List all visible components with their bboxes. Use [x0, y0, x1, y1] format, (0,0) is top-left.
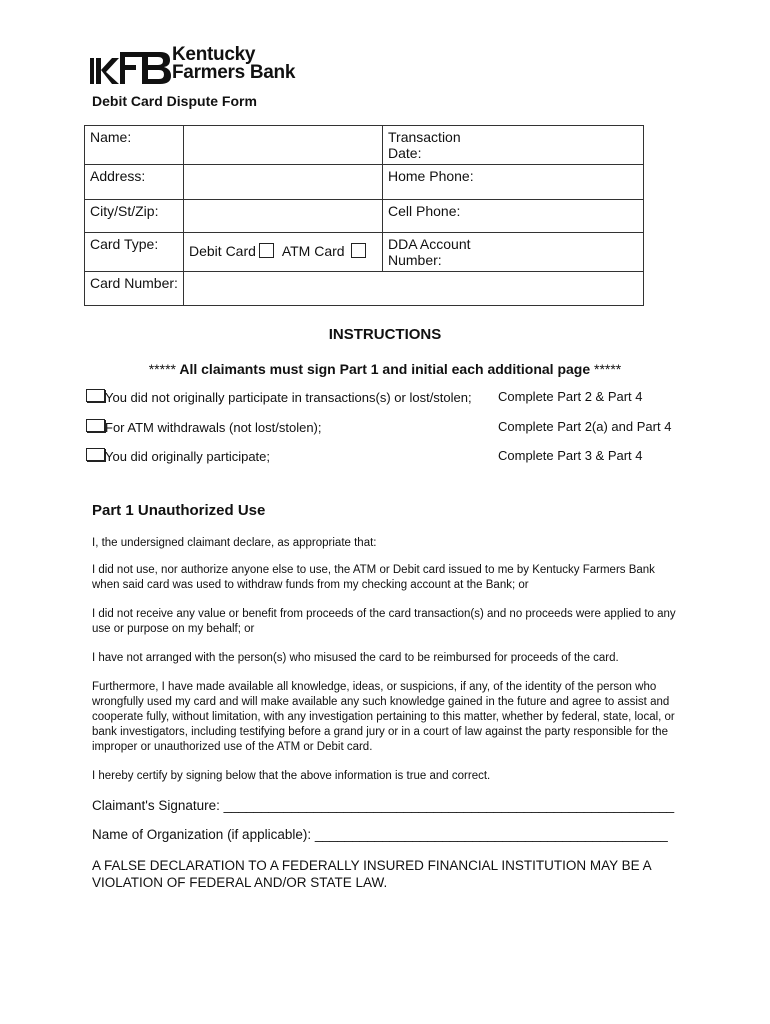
home-phone-field[interactable] [489, 165, 644, 200]
address-field[interactable] [184, 165, 383, 200]
instructions-subheading-text: All claimants must sign Part 1 and initial each additional page [179, 361, 591, 377]
part1-paragraph: I did not use, nor authorize anyone else to use, the ATM or Debit card issued to me by Kentucky Farmers Bank when said card was used to withdraw funds from my checking account at the Bank; or [92, 564, 655, 591]
atm-card-label: ATM Card [281, 243, 345, 259]
part1-heading: Part 1 Unauthorized Use [92, 502, 266, 519]
stars-left: ***** [148, 361, 176, 377]
card-type-options [184, 233, 383, 272]
part1-paragraph: I hereby certify by signing below that the above information is true and correct. [92, 770, 491, 782]
option-label: You did not originally participate in transactions(s) or lost/stolen; [105, 390, 472, 405]
cell-phone-field[interactable] [489, 200, 644, 233]
transaction-date-field[interactable] [489, 126, 644, 165]
organization-line[interactable]: Name of Organization (if applicable): _______________________________________________ [92, 827, 668, 842]
instructions-subheading [0, 361, 770, 377]
option-row [86, 419, 322, 435]
bank-name-line1: Kentucky [172, 44, 256, 65]
part1-paragraph: I did not receive any value or benefit from proceeds of the card transaction(s) and no proceeds were applied to any use or purpose on my behalf; or [92, 608, 676, 635]
stars-right: ***** [594, 361, 622, 377]
option-row [86, 389, 472, 405]
option-action: Complete Part 2(a) and Part 4 [498, 419, 672, 434]
claimant-info-table [84, 125, 644, 306]
option-checkbox[interactable] [86, 389, 105, 402]
debit-card-checkbox[interactable] [259, 243, 274, 258]
name-field[interactable] [184, 126, 383, 165]
bank-name [172, 46, 295, 82]
signature-line[interactable]: Claimant's Signature: ____________________________________________________________ [92, 798, 675, 813]
dda-account-field[interactable] [489, 233, 644, 272]
card-number-label: Card Number: [85, 272, 184, 306]
transaction-date-label: Transaction Date: [383, 126, 490, 165]
name-label: Name: [85, 126, 184, 165]
instructions-heading: INSTRUCTIONS [328, 326, 442, 343]
option-row [86, 448, 270, 464]
kfb-logo-mark [90, 50, 172, 86]
card-number-field[interactable] [184, 272, 644, 306]
option-checkbox[interactable] [86, 448, 105, 461]
option-action: Complete Part 2 & Part 4 [498, 389, 643, 404]
city-label: City/St/Zip: [85, 200, 184, 233]
option-action: Complete Part 3 & Part 4 [498, 448, 643, 463]
legal-warning: A FALSE DECLARATION TO A FEDERALLY INSURED FINANCIAL INSTITUTION MAY BE A VIOLATION OF FEDERAL AND/OR STATE LAW. [92, 858, 651, 890]
bank-name-line2: Farmers Bank [172, 62, 296, 83]
option-checkbox[interactable] [86, 419, 105, 432]
home-phone-label: Home Phone: [383, 165, 490, 200]
dda-account-label: DDA Account Number: [383, 233, 490, 272]
part1-paragraph: I have not arranged with the person(s) who misused the card to be reimbursed for proceeds of the card. [92, 652, 619, 664]
option-label: You did originally participate; [105, 449, 271, 464]
part1-paragraph: Furthermore, I have made available all knowledge, ideas, or suspicions, if any, of the identity of the person who wrongfully used my card and will make available any such knowledge gained in the future and agree to assist and cooperate fully, without limitation, with any investigation pertaining to this matter, whether by federal, state, local, or bank investigators, including testifying before a grand jury or in a court of law against the party responsible for the improper or unauthorized use of the ATM or Debit card. [92, 681, 675, 753]
cell-phone-label: Cell Phone: [383, 200, 490, 233]
form-title: Debit Card Dispute Form [92, 93, 257, 109]
bank-logo [90, 46, 330, 88]
address-label: Address: [85, 165, 184, 200]
debit-card-label: Debit Card [189, 243, 256, 259]
card-type-label: Card Type: [85, 233, 184, 272]
city-field[interactable] [184, 200, 383, 233]
option-label: For ATM withdrawals (not lost/stolen); [105, 420, 322, 435]
atm-card-checkbox[interactable] [351, 243, 366, 258]
part1-paragraph: I, the undersigned claimant declare, as appropriate that: [92, 537, 377, 549]
